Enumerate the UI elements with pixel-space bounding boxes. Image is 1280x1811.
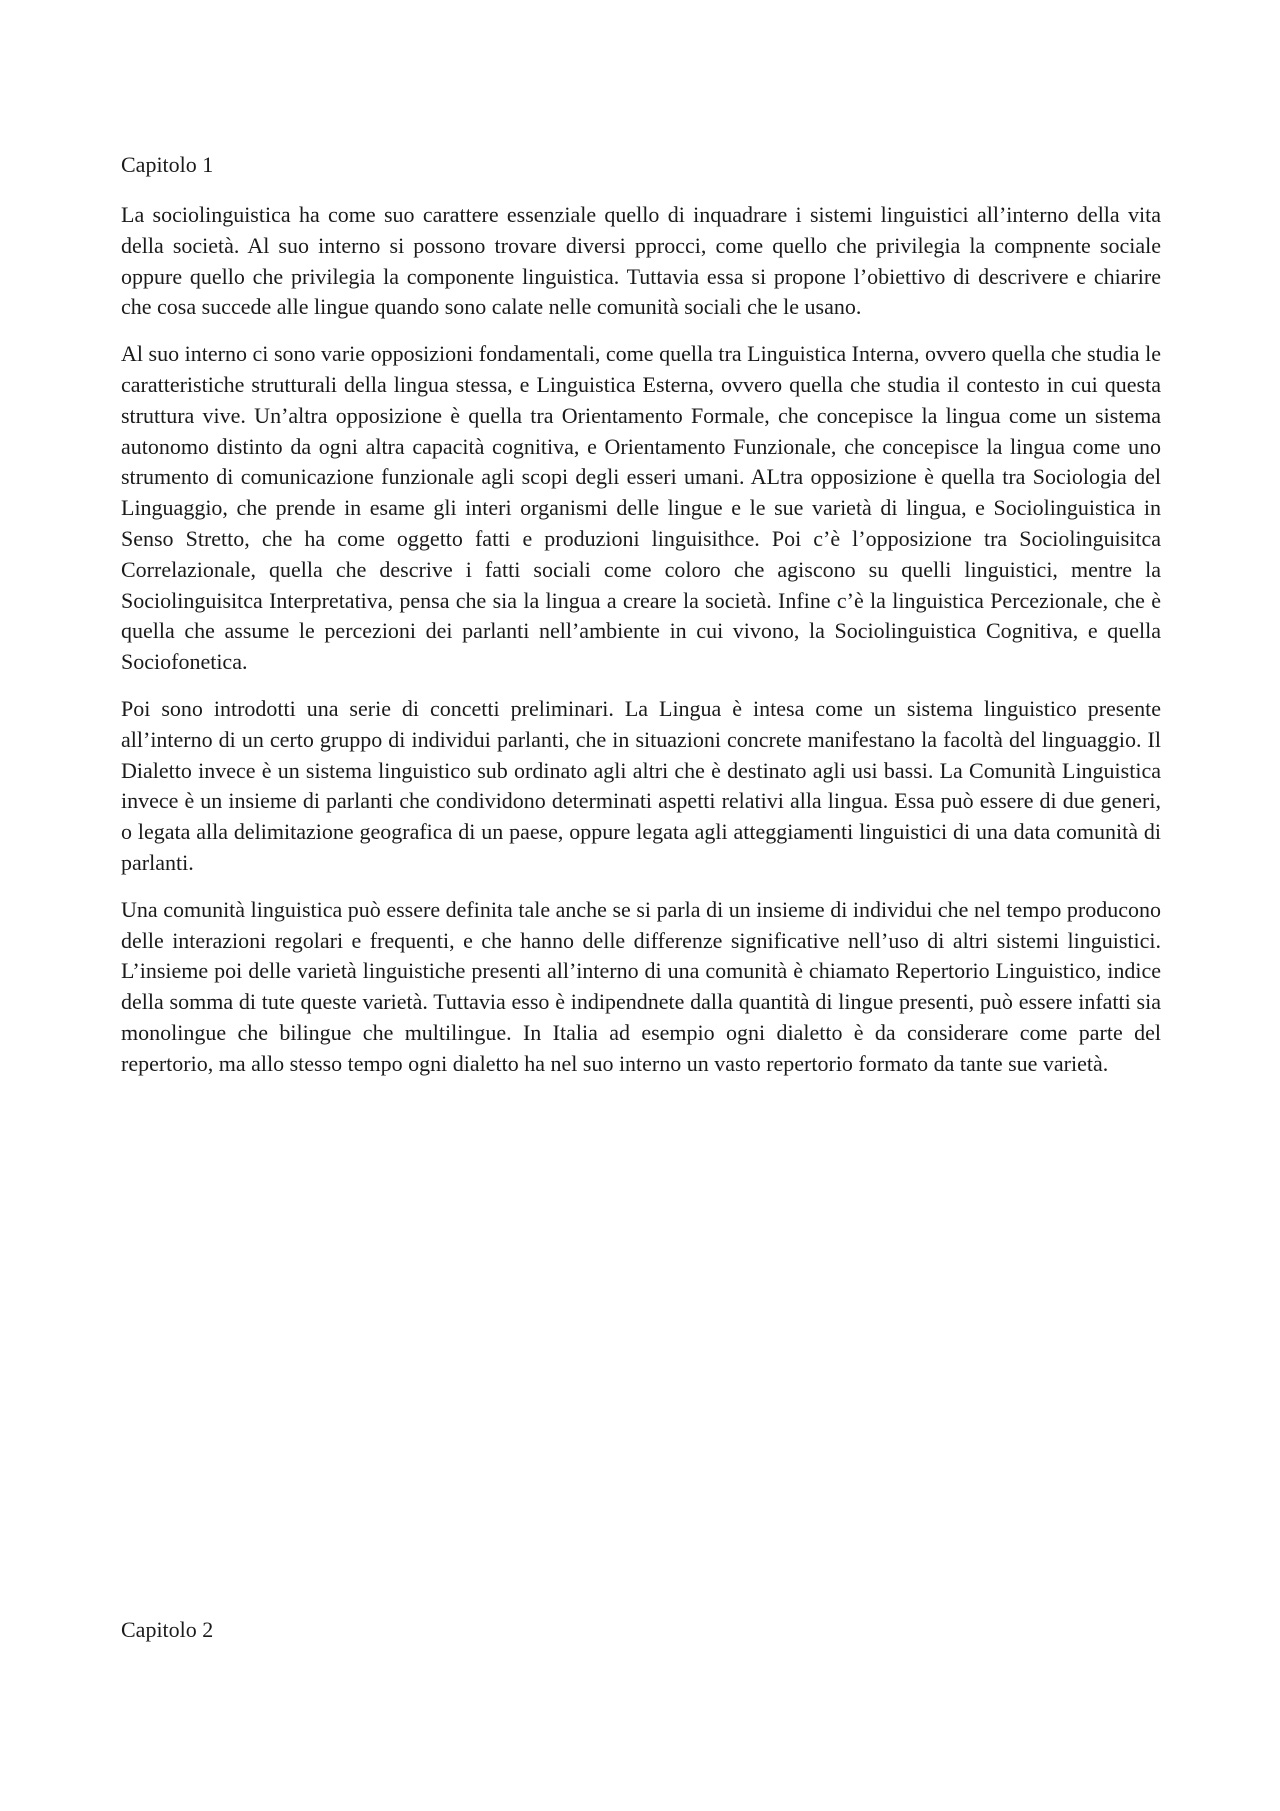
chapter-2-heading: Capitolo 2	[121, 1617, 214, 1642]
page-content	[121, 150, 1161, 1096]
chapter-1-heading: Capitolo 1	[121, 152, 214, 177]
paragraph-1: La sociolinguistica ha come suo carattere essenziale quello di inquadrare i sistemi linguistici all’interno della vita della società. Al suo interno si possono trovare diversi pprocci, come quello che privilegia la compnente sociale oppure quello che privilegia la componente linguistica. Tuttavia essa si propone l’obiettivo di descrivere e chiarire che cosa succede alle lingue quando sono calate nelle comunità sociali che le usano.	[121, 202, 1161, 320]
paragraph-4: Una comunità linguistica può essere definita tale anche se si parla di un insieme di individui che nel tempo producono delle interazioni regolari e frequenti, e che hanno delle differenze significative nell’uso di altri sistemi linguistici. L’insieme poi delle varietà linguistiche presenti all’interno di una comunità è chiamato Repertorio Linguistico, indice della somma di tute queste varietà. Tuttavia esso è indipendnete dalla quantità di lingue presenti, può essere infatti sia monolingue che bilingue che multilingue. In Italia ad esempio ogni dialetto è da considerare come parte del repertorio, ma allo stesso tempo ogni dialetto ha nel suo interno un vasto repertorio formato da tante sue varietà.	[121, 896, 1161, 1076]
paragraph-3: Poi sono introdotti una serie di concetti preliminari. La Lingua è intesa come un sistema linguistico presente all’interno di un certo gruppo di individui parlanti, che in situazioni concrete manifestano la facoltà del linguaggio. Il Dialetto invece è un sistema linguistico sub ordinato agli altri che è destinato agli usi bassi. La Comunità Linguistica invece è un insieme di parlanti che condividono determinati aspetti relativi alla lingua. Essa può essere di due generi, o legata alla delimitazione geografica di un paese, oppure legata agli atteggiamenti linguistici di una data comunità di parlanti.	[121, 695, 1161, 875]
paragraph-2: Al suo interno ci sono varie opposizioni fondamentali, come quella tra Linguistica Interna, ovvero quella che studia le caratteristiche strutturali della lingua stessa, e Linguistica Esterna, ovvero quella che studia il contesto in cui questa struttura vive. Un’altra opposizione è quella tra Orientamento Formale, che concepisce la lingua come un sistema autonomo distinto da ogni altra capacità cognitiva, e Orientamento Funzionale, che concepisce la lingua come uno strumento di comunicazione funzionale agli scopi degli esseri umani. ALtra opposizione è quella tra Sociologia del Linguaggio, che prende in esame gli interi organismi delle lingue e le sue varietà di lingua, e Sociolinguistica in Senso Stretto, che ha come oggetto fatti e produzioni linguisithce. Poi c’è l’opposizione tra Sociolinguisitca Correlazionale, quella che descrive i fatti sociali come coloro che agiscono su quelli linguistici, mentre la Sociolinguisitca Interpretativa, pensa che sia la lingua a creare la società. Infine c’è la linguistica Percezionale, che è quella che assume le percezioni dei parlanti nell’ambiente in cui vivono, la Sociolinguistica Cognitiva, e quella Sociofonetica.	[121, 341, 1161, 675]
